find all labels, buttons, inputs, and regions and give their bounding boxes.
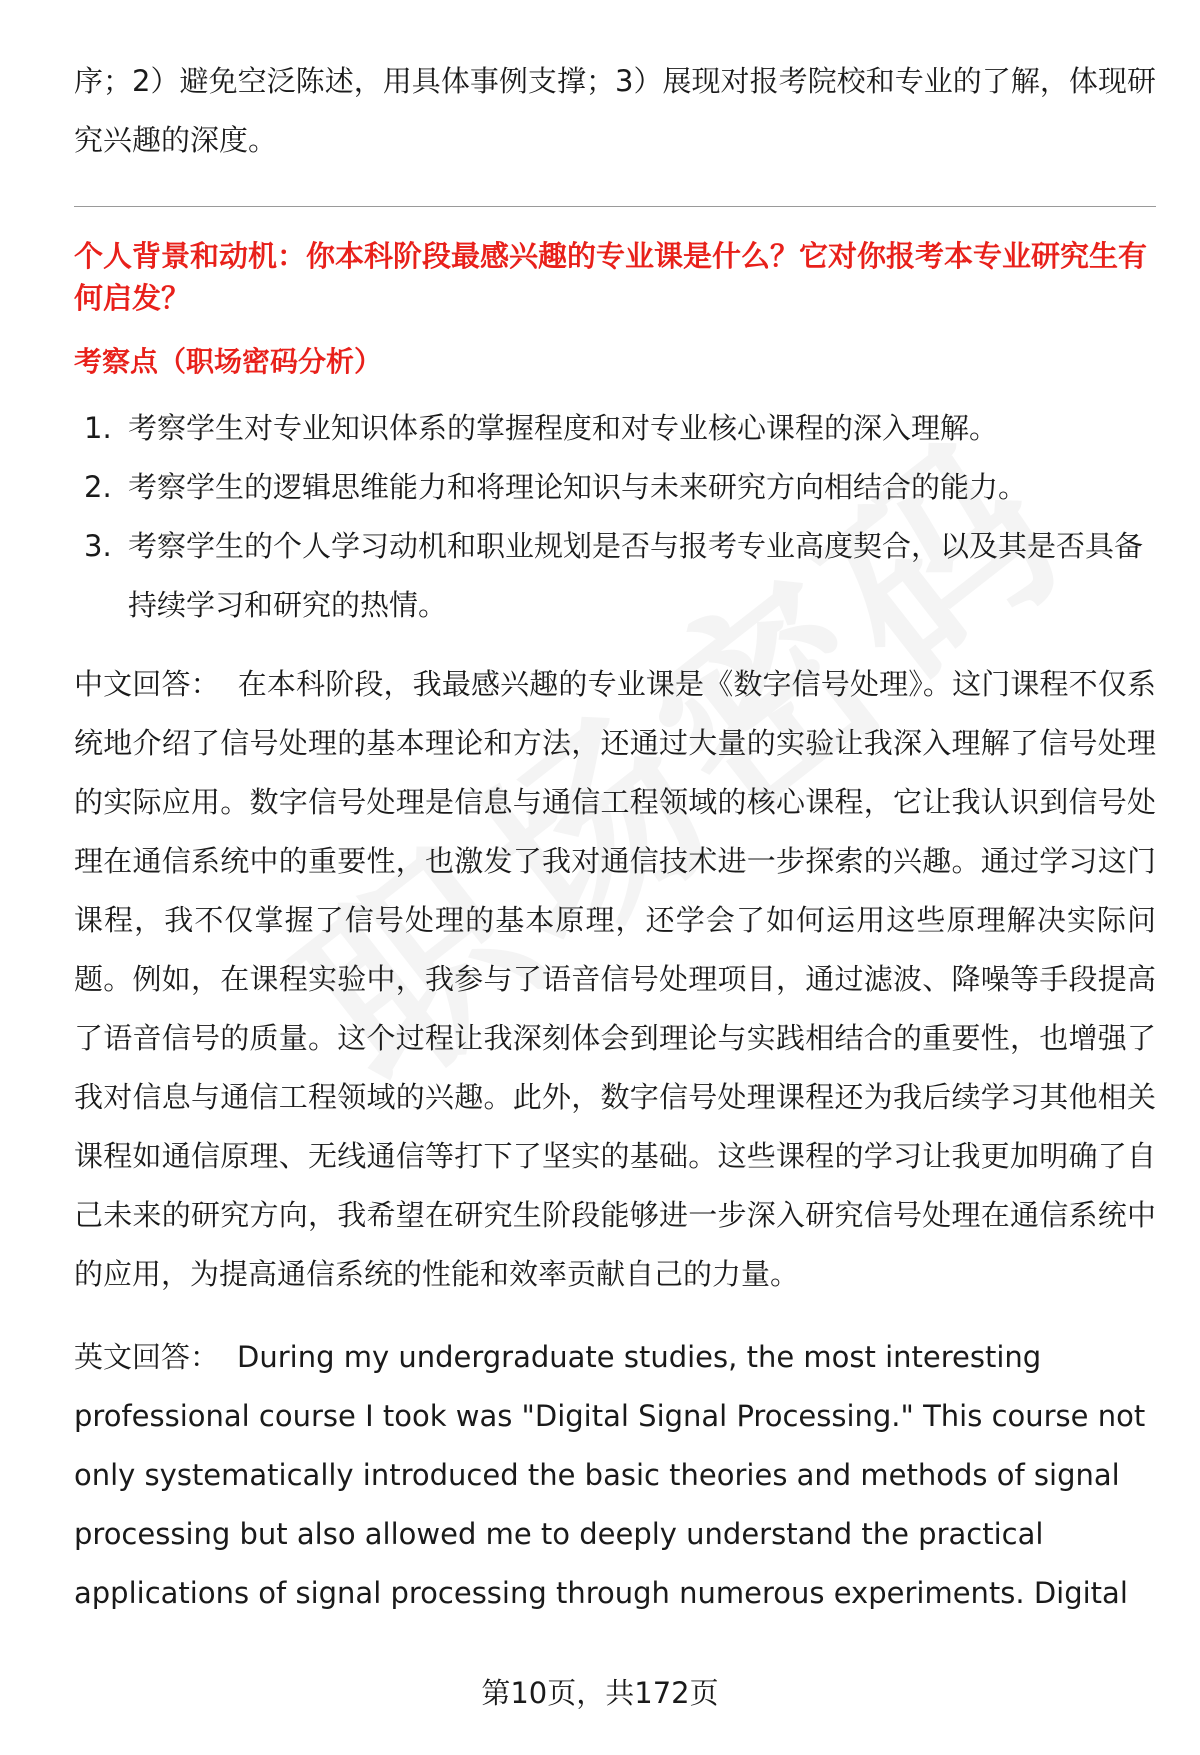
list-item-number: 1.	[84, 411, 112, 445]
section-divider	[74, 206, 1156, 207]
chinese-answer	[74, 655, 1156, 1304]
list-item-number: 3.	[84, 529, 112, 563]
english-answer-label: 英文回答：	[74, 1340, 220, 1374]
intro-paragraph: 序；2）避免空泛陈述，用具体事例支撑；3）展现对报考院校和专业的了解，体现研究兴趣的深度。	[74, 64, 1156, 157]
assessment-heading: 考察点（职场密码分析）	[74, 345, 383, 378]
list-item	[74, 517, 1156, 635]
chinese-answer-label: 中文回答：	[74, 667, 220, 701]
list-item-text: 考察学生的逻辑思维能力和将理论知识与未来研究方向相结合的能力。	[128, 470, 1028, 504]
list-item-number: 2.	[84, 470, 112, 504]
page-content	[74, 52, 1156, 1623]
english-answer	[74, 1328, 1156, 1623]
list-item	[74, 458, 1156, 517]
list-item-text: 考察学生对专业知识体系的掌握程度和对专业核心课程的深入理解。	[128, 411, 999, 445]
question-heading: 个人背景和动机：你本科阶段最感兴趣的专业课是什么？它对你报考本专业研究生有何启发？	[74, 239, 1148, 315]
assessment-list	[74, 399, 1156, 635]
page-number: 第10页，共172页	[481, 1676, 719, 1710]
chinese-answer-text: 在本科阶段，我最感兴趣的专业课是《数字信号处理》。这门课程不仅系统地介绍了信号处理的基本理论和方法，还通过大量的实验让我深入理解了信号处理的实际应用。数字信号处理是信息与通信工程领域的核心课程，它让我认识到信号处理在通信系统中的重要性，也激发了我对通信技术进一步探索的兴趣。通过学习这门课程，我不仅掌握了信号处理的基本原理，还学会了如何运用这些原理解决实际问题。例如，在课程实验中，我参与了语音信号处理项目，通过滤波、降噪等手段提高了语音信号的质量。这个过程让我深刻体会到理论与实践相结合的重要性，也增强了我对信息与通信工程领域的兴趣。此外，数字信号处理课程还为我后续学习其他相关课程如通信原理、无线通信等打下了坚实的基础。这些课程的学习让我更加明确了自己未来的研究方向，我希望在研究生阶段能够进一步深入研究信号处理在通信系统中的应用，为提高通信系统的性能和效率贡献自己的力量。	[74, 667, 1156, 1291]
list-item-text: 考察学生的个人学习动机和职业规划是否与报考专业高度契合，以及其是否具备持续学习和研究的热情。	[128, 529, 1144, 622]
english-answer-text: During my undergraduate studies, the most interesting professional course I took was "Digital Signal Processing." This course not only systematically introduced the basic theories and methods of signal processing but also allowed me to deeply understand the practical applications of signal processing through numerous experiments. Digital	[74, 1340, 1146, 1610]
list-item	[74, 399, 1156, 458]
